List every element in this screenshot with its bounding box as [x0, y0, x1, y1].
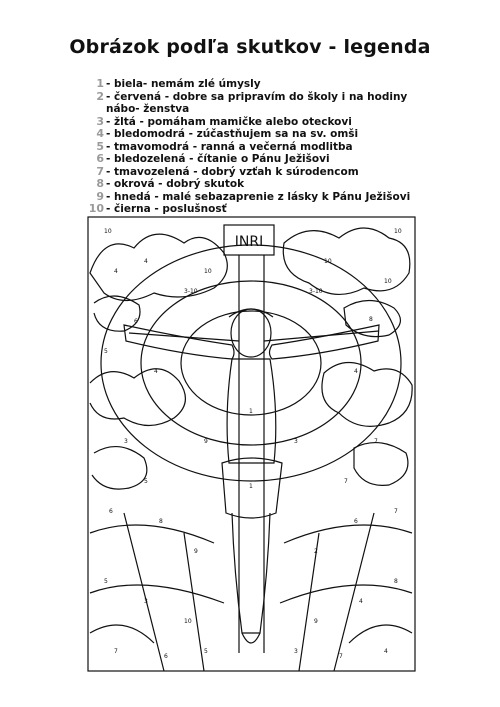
- legend-number: 7: [96, 164, 104, 178]
- legend-number: 1: [96, 77, 104, 90]
- region-number: 5: [104, 578, 108, 585]
- legend-item: [88, 78, 418, 91]
- region-number: 3: [144, 598, 148, 605]
- region-number: 10: [184, 618, 192, 625]
- legend-number: 6: [96, 152, 104, 165]
- inri-inscription: INRI: [234, 234, 264, 250]
- region-number: 6: [354, 518, 358, 525]
- legend-number: 8: [96, 177, 104, 190]
- region-number: 4: [154, 368, 158, 375]
- region-number: 2: [314, 548, 318, 555]
- crucifix-drawing: [84, 213, 419, 675]
- legend-number: 3: [96, 114, 104, 128]
- legend-number: 10: [88, 202, 104, 215]
- region-number: 8: [369, 316, 373, 323]
- region-number: 9: [314, 618, 318, 625]
- region-number: 7: [344, 478, 348, 485]
- color-legend: [88, 78, 418, 216]
- legend-item: [88, 116, 418, 129]
- legend-text: - čierna - poslušnosť: [106, 203, 227, 215]
- region-number: 7: [374, 438, 378, 445]
- legend-text: - tmavomodrá - ranná a večerná modlitba: [106, 140, 353, 153]
- legend-number: 4: [96, 127, 104, 140]
- legend-number: 5: [96, 139, 104, 153]
- region-number: 10: [104, 228, 112, 235]
- legend-number: 9: [96, 189, 104, 203]
- region-number: 6: [109, 508, 113, 515]
- legend-item: [88, 91, 418, 116]
- region-number: 10: [324, 258, 332, 265]
- region-number: 5: [204, 648, 208, 655]
- region-number: 9: [204, 438, 208, 445]
- region-number: 5: [144, 478, 148, 485]
- legend-text: - biela- nemám zlé úmysly: [106, 78, 261, 90]
- legend-item: [88, 191, 418, 204]
- region-number: 10: [384, 278, 392, 285]
- legend-text: - hnedá - malé sebazaprenie z lásky k Pánu Ježišovi: [106, 190, 411, 203]
- region-number: 4: [144, 258, 148, 265]
- region-number: 1: [249, 483, 253, 490]
- legend-text: - tmavozelená - dobrý vzťah k súrodencom: [106, 165, 359, 178]
- region-number: 3: [294, 648, 298, 655]
- page-title: Obrázok podľa skutkov - legenda: [69, 36, 431, 58]
- region-number: 10: [394, 228, 402, 235]
- region-number: 6: [164, 653, 168, 660]
- legend-number: 2: [96, 89, 104, 103]
- region-number: 10: [204, 268, 212, 275]
- region-number: 8: [159, 518, 163, 525]
- legend-text: - bledozelená - čítanie o Pánu Ježišovi: [106, 153, 330, 165]
- region-number: 4: [114, 268, 118, 275]
- region-number: 3: [294, 438, 298, 445]
- legend-text: - okrová - dobrý skutok: [106, 178, 245, 190]
- region-number: 3-10: [184, 288, 198, 295]
- region-number: 3-10: [309, 288, 323, 295]
- legend-item: [88, 153, 418, 166]
- region-number: 4: [359, 598, 363, 605]
- region-number: 4: [354, 368, 358, 375]
- legend-item: [88, 128, 418, 141]
- region-number: 5: [104, 348, 108, 355]
- region-number: 7: [394, 508, 398, 515]
- legend-text: - žltá - pomáham mamičke alebo oteckovi: [106, 115, 352, 128]
- legend-item: [88, 178, 418, 191]
- coloring-picture: [84, 213, 419, 675]
- region-number: 8: [394, 578, 398, 585]
- line-art: [88, 217, 415, 671]
- region-number: 9: [194, 548, 198, 555]
- legend-item: [88, 166, 418, 179]
- region-number: 1: [249, 408, 253, 415]
- legend-text: - červená - dobre sa pripravím do školy i na hodiny nábo- ženstva: [106, 90, 408, 115]
- legend-text: - bledomodrá - zúčastňujem sa na sv. omši: [106, 128, 359, 140]
- region-numbers: [104, 228, 402, 660]
- region-number: 7: [339, 653, 343, 660]
- legend-item: [88, 141, 418, 154]
- region-number: 6: [134, 318, 138, 325]
- region-number: 3: [124, 438, 128, 445]
- region-number: 7: [114, 648, 118, 655]
- region-number: 4: [384, 648, 388, 655]
